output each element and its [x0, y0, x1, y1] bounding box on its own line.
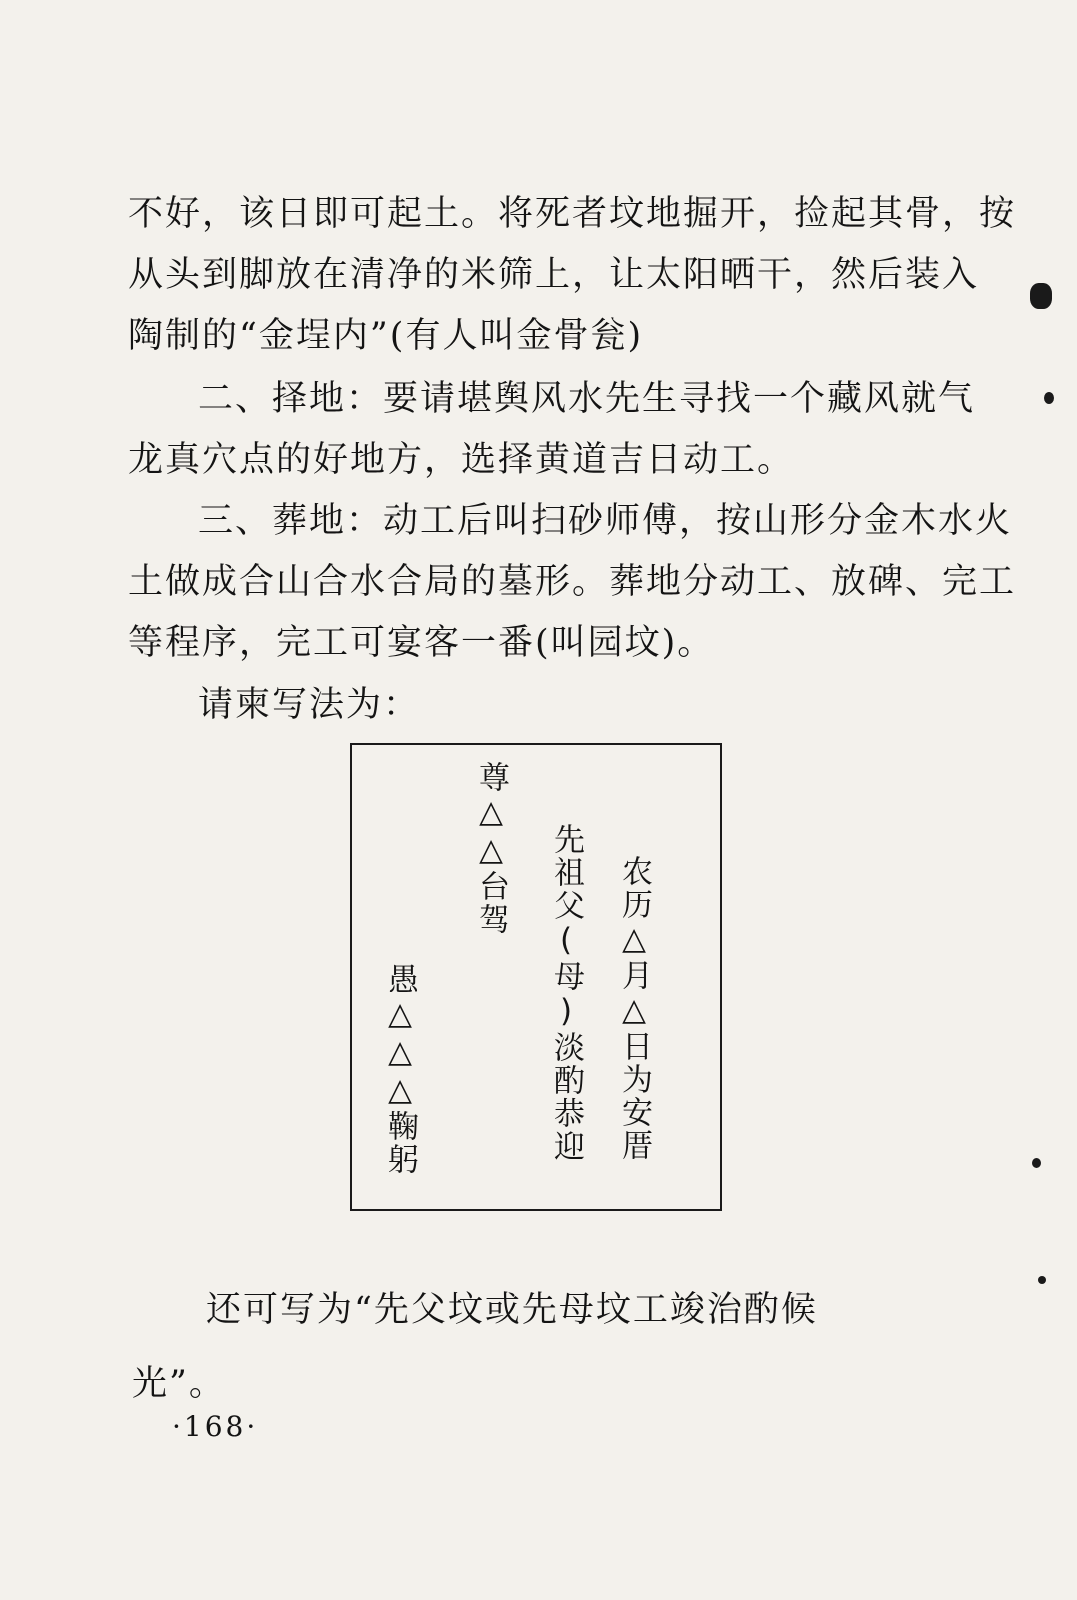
closing-line: 光”。: [132, 1364, 226, 1404]
ink-blot: [1044, 392, 1054, 404]
paragraph-site-selection: [128, 369, 976, 491]
invitation-card-example: [350, 743, 722, 1211]
text-line: 陶制的“金埕内”(有人叫金骨瓮): [128, 316, 644, 356]
text-line: 等程序，完工可宴客一番(叫园坟)。: [128, 623, 715, 663]
ink-blot: [1030, 283, 1052, 309]
closing-line: 还可写为“先父坟或先母坟工竣治酌候: [206, 1290, 818, 1330]
text-line: 不好，该日即可起土。将死者坟地掘开，捡起其骨，按: [128, 194, 1017, 234]
ink-blot: [1038, 1276, 1046, 1284]
page-number: ·168·: [172, 1410, 259, 1443]
paragraph-invitation-intro: [128, 675, 940, 736]
text-line: 从头到脚放在清净的米筛上，让太阳晒干，然后装入: [128, 255, 980, 295]
invitation-addressee-column: 尊△△台驾: [473, 761, 509, 936]
ink-blot: [1032, 1158, 1041, 1168]
text-line: 龙真穴点的好地方，选择黄道吉日动工。: [128, 440, 795, 480]
text-line: 三、葬地：动工后叫扫砂师傅，按山形分金木水火: [198, 501, 1013, 541]
paragraph-exhumation: [128, 184, 1017, 367]
paragraph-burial: [128, 491, 1017, 674]
text-line: 请柬写法为：: [198, 685, 421, 725]
invitation-date-column: 农历△月△日为安厝: [616, 855, 652, 1162]
text-line: 土做成合山合水合局的墓形。葬地分动工、放碑、完工: [128, 562, 1017, 602]
invitation-signature-column: 愚△△△鞠躬: [382, 963, 418, 1176]
text-line: 二、择地：要请堪舆风水先生寻找一个藏风就气: [198, 379, 976, 419]
invitation-body-column: 先祖父(母)淡酌恭迎: [548, 823, 584, 1163]
